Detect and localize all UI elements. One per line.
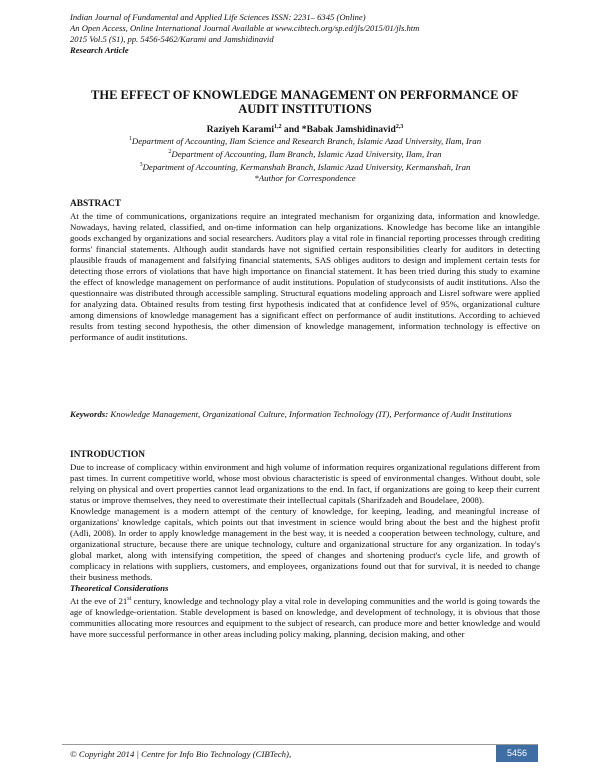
affiliation-3-text: Department of Accounting, Kermanshah Branch, Islamic Azad University, Kermanshah, Iran (142, 162, 471, 173)
paper-title: THE EFFECT OF KNOWLEDGE MANAGEMENT ON PERFORMANCE OF AUDIT INSTITUTIONS (91, 88, 519, 116)
introduction-body (70, 462, 540, 640)
abstract-paragraph: At the time of communications, organizations require an integrated mechanism for organizing data, information and knowledge. Nowadays, having related, classified, and on-time information can help organizations. Knowledge has become like an intangible goods exchanged by organizations and social researchers. Auditors play a vital role in financial reporting processes through crediting forms' financial statements. Although audit standards have not signified certain responsibilities clearly for auditors in detecting plausible frauds of management and falsifying financial statements, SAS obliges auditors to design and implement certain tests for detecting those errors of violations that have high importance on financial statement. It has been tried during this study to examine the effect of knowledge management on performance of audit institutions. Population of studyconsists of audit institutions. Also the questionnaire was distributed through accessible sampling. Structural equations modeling approach and Lisrel software were applied for analyzing data. Obtained results from testing first hypothesis indicated that at confidence level of 95%, organizational culture among dimensions of knowledge management has a significant effect on performance of audit institutions. According to achieved results from testing second hypothesis, the other dimension of knowledge management, information technology is effective on performance of audit institutions. (70, 211, 540, 342)
intro-paragraph-3-rest: century, knowledge and technology play a vital role in developing communities and the world is going towards the age of knowledge-orientation. Stable development is based on knowledge, and development of technology, it is obvious that those communities allocating more resources and equipment to the subject of research, can produce more and better knowledge and would have more successful performance in other areas including policy making, planning, decision making, and other (70, 595, 540, 639)
intro-paragraph-3 (70, 594, 540, 640)
article-type: Research Article (70, 45, 129, 55)
author-separator: and (281, 124, 302, 136)
journal-header-line1: Indian Journal of Fundamental and Applied Life Sciences ISSN: 2231– 6345 (Online) (70, 12, 366, 22)
author-2-affil: 2,3 (395, 124, 404, 130)
affiliation-2 (70, 147, 540, 160)
journal-header-line3: 2015 Vol.5 (S1), pp. 5456-5462/Karami and Jamshidinavid (70, 34, 274, 44)
introduction-heading: INTRODUCTION (70, 450, 146, 460)
author-1: Raziyeh Karami (206, 124, 275, 136)
intro-paragraph-2: Knowledge management is a modern attempt of the century of knowledge, for keeping, leading, and meaningful increase of organizations' knowledge capitals, which points out that investment in science would bring about the best and the highest profit (Adli, 2008). In order to apply knowledge management in the best way, it is needed a cooperation between technology, culture, and organizational structure, because there are unique technology, culture and organizational structure for any organization. In today's global market, along with intensifying competition, the speed of changes and shortening product's cycle life, and growth of complicacy in relations with suppliers, customers, and employees, organizations found out that for survival, it is needed to change their business methods. (70, 506, 540, 582)
author-2: *Babak Jamshidinavid (301, 124, 396, 136)
author-1-affil: 1,2 (274, 124, 282, 130)
footer-rule (62, 744, 538, 745)
correspondence-note: *Author for Correspondence (254, 173, 356, 184)
journal-header (70, 12, 540, 56)
affiliation-1 (70, 134, 540, 147)
keywords (70, 409, 540, 420)
theoretical-considerations-heading: Theoretical Considerations (70, 583, 169, 593)
abstract-heading: ABSTRACT (70, 199, 122, 209)
affiliation-3 (70, 160, 540, 173)
intro-paragraph-3-sup: st (127, 596, 132, 602)
affiliation-2-text: Department of Accounting, Ilam Branch, Islamic Azad University, Ilam, Iran (171, 149, 442, 160)
affiliation-1-text: Department of Accounting, Ilam Science and Research Branch, Islamic Azad University, Ilam, Iran (131, 135, 482, 146)
intro-paragraph-3-start: At the eve of 21 (70, 595, 128, 606)
keywords-label: Keywords: (70, 409, 109, 419)
journal-header-line2: An Open Access, Online International Journal Available at www.cibtech.org/sp.ed/jls/2015/01/jls.htm (70, 23, 420, 33)
affiliations (70, 134, 540, 185)
affiliation-2-marker: 2 (168, 149, 172, 156)
affiliation-1-marker: 1 (128, 136, 132, 142)
keywords-text: Knowledge Management, Organizational Culture, Information Technology (IT), Performance of Audit Institutions (108, 409, 512, 419)
page-number: 5456 (496, 745, 538, 762)
abstract-text (70, 211, 540, 343)
affiliation-3-marker: 3 (139, 162, 143, 169)
footer-copyright: © Copyright 2014 | Centre for Info Bio Technology (CIBTech), (70, 749, 292, 759)
intro-paragraph-1: Due to increase of complicacy within environment and high volume of information requires organizational regulations different from past times. In current competitive world, whose most obvious characteristic is speed of environmental changes. Without doubt, sole relying on physical and overt properties cannot lead organizations to the end. In fact, if organizations are going to keep their current status or improve themselves, they need to overestimate their intellectual capitals (Sharifzadeh and Boudelaee, 2008). (70, 462, 540, 505)
